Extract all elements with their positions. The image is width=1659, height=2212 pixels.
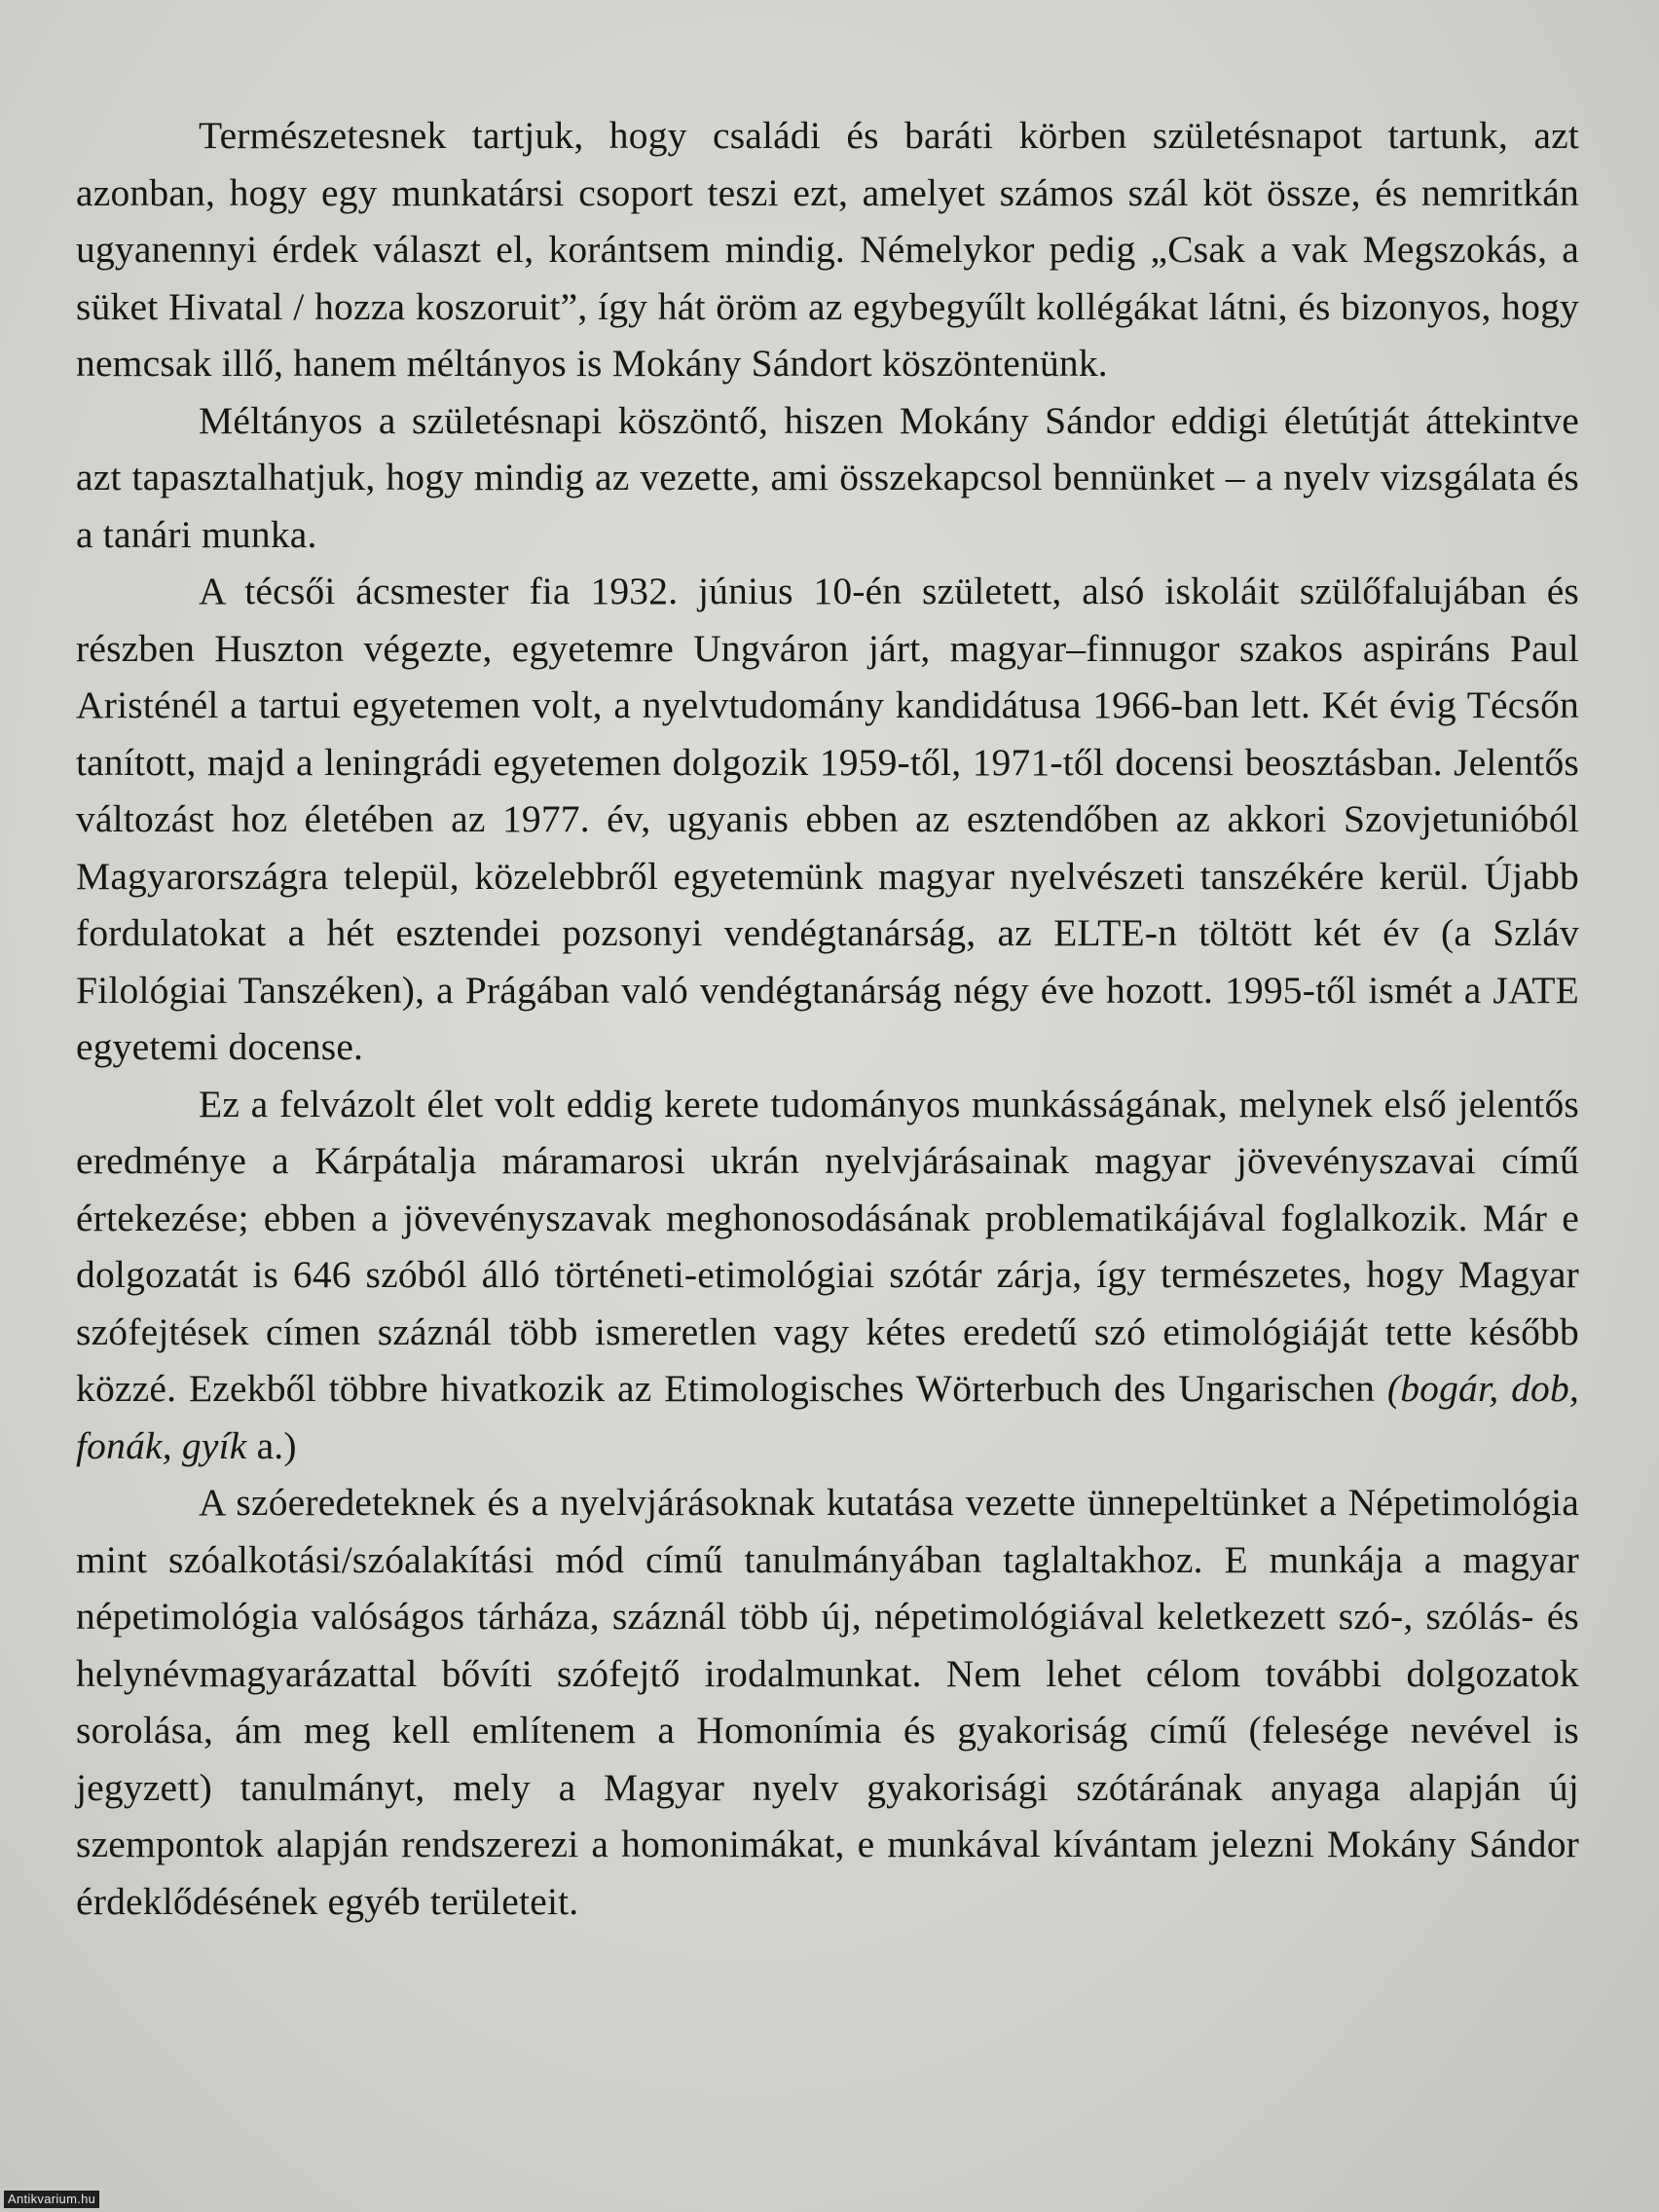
paragraph-2: Méltányos a születésnapi köszöntő, hiszen Mokány Sándor eddigi életútját áttekintve azt tapasztalhatjuk, hogy mindig az vezette, ami összekapcsol bennünket – a nyelv vizsgálata és a tanári munka. (76, 398, 1579, 556)
paragraph-3: A técsői ácsmester fia 1932. június 10-én született, alsó iskoláit szülőfalujában és részben Huszton végezte, egyetemre Ungváron járt, magyar–finnugor szakos aspiráns Paul Aristénél a tartui egyetemen volt, a nyelvtudomány kandidátusa 1966-ban lett. Két évig Técsőn tanított, majd a leningrádi egyetemen dolgozik 1959-től, 1971-től docensi beosztásban. Jelentős változást hoz életében az 1977. év, ugyanis ebben az esztendőben az akkori Szovjetunióból Magyarországra települ, közelebbről egyetemünk magyar nyelvészeti tanszékére kerül. Újabb fordulatokat a hét esztendei pozsonyi vendégtanárság, az ELTE-n töltött két év (a Szláv Filológiai Tanszéken), a Prágában való vendégtanárság négy éve hozott. 1995-től ismét a JATE egyetemi docense. (76, 570, 1579, 1068)
page-body-text (76, 107, 1579, 1930)
paragraph-4-text: Ez a felvázolt élet volt eddig kerete tudományos munkásságának, melynek első jelentős eredménye a Kárpátalja máramarosi ukrán nyelvjárásainak magyar jövevényszavai című értekezése; ebben a jövevényszavak meghonosodásának problematikájával foglalkozik. Már e dolgozatát is 646 szóból álló történeti-etimológiai szótár zárja, így természetes, hogy Magyar szófejtések címen száznál több ismeretlen vagy kétes eredetű szó etimológiáját tette később közzé. Ezekből többre hivatkozik az Etimologisches Wörterbuch des Ungarischen (76, 1082, 1579, 1410)
site-watermark: Antikvarium.hu (4, 2191, 99, 2208)
paragraph-4-italic-examples: (bogár, dob, fonák, gyík (76, 1367, 1579, 1467)
paragraph-1: Természetesnek tartjuk, hogy családi és baráti körben születésnapot tartunk, azt azonban, hogy egy munkatársi csoport teszi ezt, amelyet számos szál köt össze, és nemritkán ugyanennyi érdek választ el, korántsem mindig. Némelykor pedig „Csak a vak Megszokás, a süket Hivatal / hozza koszoruit”, így hát öröm az egybegyűlt kollégákat látni, és bizonyos, hogy nemcsak illő, hanem méltányos is Mokány Sándort köszöntenünk. (76, 114, 1579, 385)
paragraph-5: A szóeredeteknek és a nyelvjárásoknak kutatása vezette ünnepeltünket a Népetimológia mint szóalkotási/szóalakítási mód című tanulmányában taglaltakhoz. E munkája a magyar népetimológia valóságos tárháza, száznál több új, népetimológiával keletkezett szó-, szólás- és helynévmagyarázattal bővíti szófejtő irodalmunkat. Nem lehet célom további dolgozatok sorolása, ám meg kell említenem a Homonímia és gyakoriság című (felesége nevével is jegyzett) tanulmányt, mely a Magyar nyelv gyakorisági szótárának anyaga alapján új szempontok alapján rendszerezi a homonimákat, e munkával kívántam jelezni Mokány Sándor érdeklődésének egyéb területeit. (76, 1481, 1579, 1923)
paragraph-4-text-end: a.) (246, 1423, 297, 1467)
paragraph-4 (76, 1076, 1579, 1475)
